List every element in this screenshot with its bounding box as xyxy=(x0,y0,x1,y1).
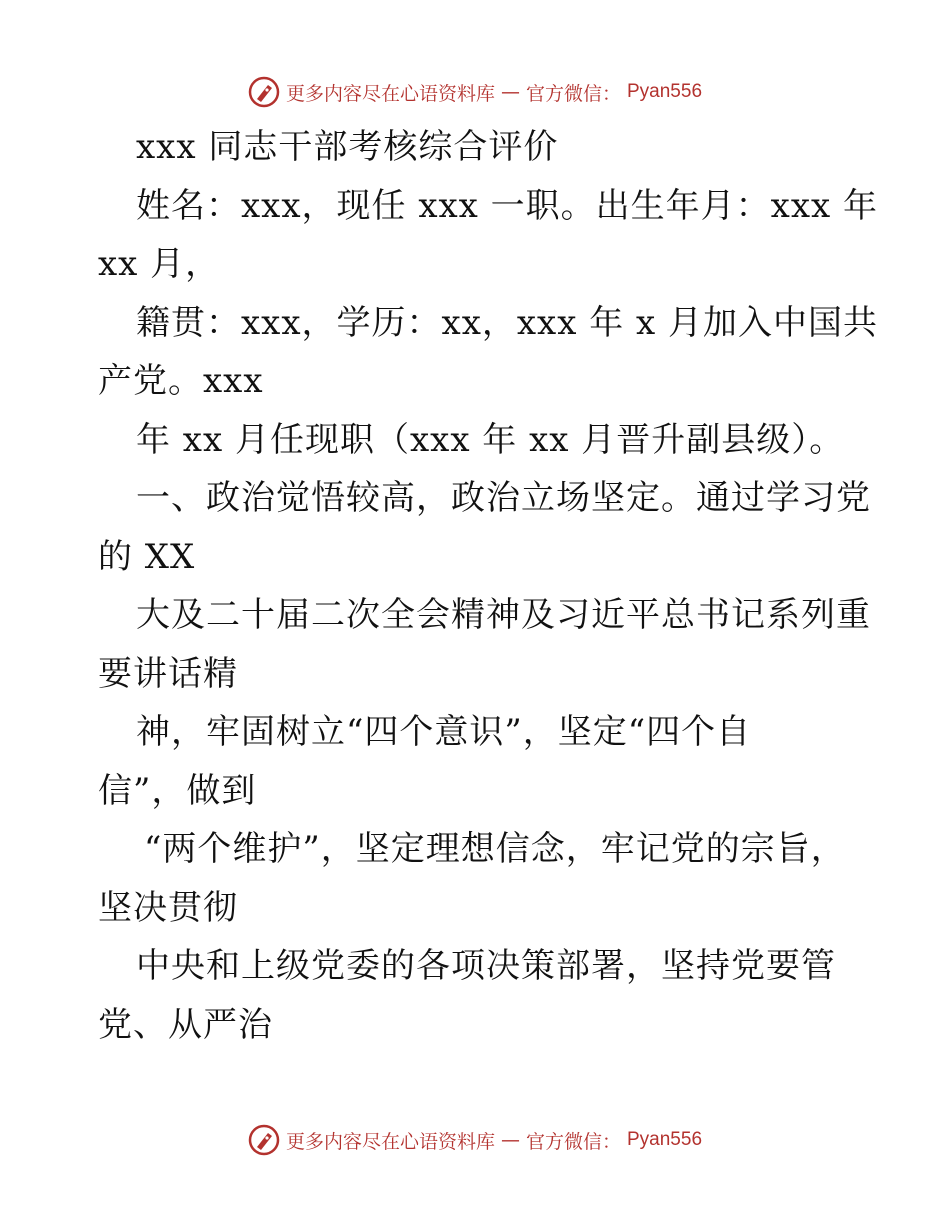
watermark-separator: — xyxy=(500,1129,520,1151)
paragraph-line: 信”，做到 xyxy=(98,770,257,811)
paragraph-line: 大及二十届二次全会精神及习近平总书记系列重 xyxy=(136,595,871,635)
footer-watermark xyxy=(0,1120,950,1160)
paragraph-line: 神，牢固树立“四个意识”，坚定“四个自 xyxy=(136,712,752,752)
watermark-separator: — xyxy=(500,81,520,103)
watermark-wechat-id: Pyan556 xyxy=(627,81,703,102)
paragraph-line: 中央和上级党委的各项决策部署，坚持党要管 xyxy=(136,946,836,986)
watermark-brand: 更多内容尽在心语资料库 xyxy=(285,82,495,105)
paragraph-line: 产党。xxx xyxy=(98,361,264,401)
paragraph-line: 姓名：xxx，现任 xxx 一职。出生年月：xxx 年 xyxy=(136,185,878,226)
watermark-wechat-id: Pyan556 xyxy=(627,1129,703,1150)
document-title: xxx 同志干部考核综合评价 xyxy=(136,127,559,167)
paragraph-line: 一、政治觉悟较高，政治立场坚定。通过学习党 xyxy=(136,478,871,518)
pen-nib-logo-icon xyxy=(248,76,280,108)
paragraph-line: 党、从严治 xyxy=(98,1004,273,1045)
pen-nib-logo-icon xyxy=(248,1124,280,1156)
paragraph-line: 年 xx 月任现职（xxx 年 xx 月晋升副县级）。 xyxy=(136,419,845,460)
watermark-suffix: 官方微信： xyxy=(525,82,621,105)
document-body xyxy=(98,118,878,1054)
paragraph-line: 籍贯：xxx，学历：xx，xxx 年 x 月加入中国共 xyxy=(136,302,878,343)
paragraph-line: xx 月， xyxy=(98,244,221,284)
paragraph-line: 坚决贯彻 xyxy=(98,887,238,928)
header-watermark xyxy=(0,72,950,112)
watermark-suffix: 官方微信： xyxy=(525,1130,621,1153)
watermark-brand: 更多内容尽在心语资料库 xyxy=(285,1130,495,1153)
paragraph-line: “两个维护”，坚定理想信念，牢记党的宗旨， xyxy=(144,829,846,869)
paragraph-line: 要讲话精 xyxy=(98,653,238,694)
paragraph-line: 的 XX xyxy=(98,536,196,577)
